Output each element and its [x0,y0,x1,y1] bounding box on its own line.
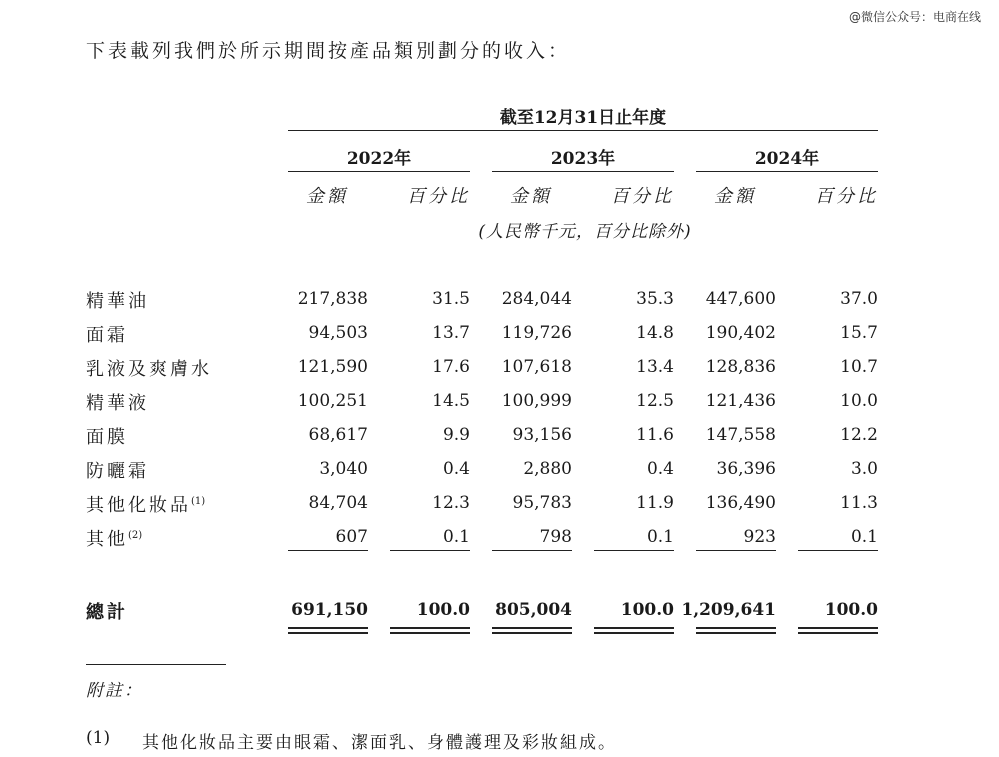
cell-amount-2023: 2,880 [523,459,572,479]
cell-percent-2024: 12.2 [840,425,878,445]
total-percent-2022: 100.0 [416,600,470,620]
cell-amount-2022: 68,617 [308,425,368,445]
cell-percent-2023: 11.9 [636,493,674,513]
total-percent-2023: 100.0 [620,600,674,620]
total-double-rule [288,627,368,634]
table-row [0,285,999,315]
footnote-marker: (2) [128,530,143,541]
cell-amount-2024: 147,558 [705,425,776,445]
cell-percent-2022: 0.4 [442,459,470,479]
subtotal-rule [390,550,470,551]
note-marker: (1) [86,728,111,748]
cell-amount-2022: 217,838 [297,289,368,309]
cell-percent-2024: 3.0 [850,459,878,479]
watermark: @微信公众号：电商在线 [848,10,981,24]
total-amount-2022: 691,150 [291,600,368,620]
cell-amount-2023: 93,156 [512,425,572,445]
total-amount-2023: 805,004 [495,600,572,620]
cell-amount-2022: 94,503 [308,323,368,343]
col-header-amount-2024: 金額 [714,186,756,207]
table-row [0,455,999,485]
table-row [0,353,999,383]
cell-amount-2024: 190,402 [705,323,776,343]
cell-amount-2024: 923 [743,527,776,547]
cell-percent-2023: 14.8 [636,323,674,343]
col-header-percent-2023: 百分比 [611,186,674,207]
cell-amount-2022: 3,040 [319,459,368,479]
total-label: 總計 [86,602,128,623]
row-label: 其他化妝品$^{(1)}$ [86,495,206,516]
total-double-rule [696,627,776,634]
cell-percent-2024: 11.3 [840,493,878,513]
cell-percent-2022: 0.1 [442,527,470,547]
subtotal-rule [798,550,878,551]
cell-percent-2024: 0.1 [850,527,878,547]
footnote-marker: (1) [191,496,206,507]
cell-amount-2024: 121,436 [705,391,776,411]
row-label: 精華液 [86,393,149,414]
row-label: 其他$^{(2)}$ [86,529,143,550]
cell-amount-2024: 136,490 [705,493,776,513]
cell-amount-2023: 284,044 [501,289,572,309]
row-label: 乳液及爽膚水 [86,359,212,380]
cell-amount-2024: 447,600 [705,289,776,309]
row-label: 面膜 [86,427,128,448]
cell-amount-2023: 798 [539,527,572,547]
row-label: 精華油 [86,291,149,312]
cell-percent-2022: 12.3 [432,493,470,513]
subtotal-rule [696,550,776,551]
period-header: 截至12月31日止年度 [499,108,667,128]
table-row [0,489,999,519]
total-percent-2024: 100.0 [824,600,878,620]
cell-amount-2022: 121,590 [297,357,368,377]
total-double-rule [594,627,674,634]
cell-percent-2022: 17.6 [432,357,470,377]
year-2022-rule [288,171,470,172]
year-2023-rule [492,171,674,172]
unit-note: (人民幣千元，百分比除外) [478,222,692,242]
col-header-percent-2024: 百分比 [815,186,878,207]
total-row [0,596,999,626]
total-double-rule [390,627,470,634]
cell-amount-2024: 128,836 [705,357,776,377]
subtotal-rule [288,550,368,551]
table-row [0,319,999,349]
year-2022-header: 2022年 [346,149,412,169]
total-double-rule [798,627,878,634]
cell-percent-2024: 10.7 [840,357,878,377]
year-2024-header: 2024年 [754,149,820,169]
cell-amount-2023: 95,783 [512,493,572,513]
period-header-rule [288,130,878,131]
cell-percent-2024: 15.7 [840,323,878,343]
cell-percent-2024: 37.0 [840,289,878,309]
notes-title: 附註： [86,681,143,701]
cell-percent-2023: 13.4 [636,357,674,377]
cell-amount-2022: 84,704 [308,493,368,513]
note-text: 其他化妝品主要由眼霜、潔面乳、身體護理及彩妝組成。 [142,733,617,753]
cell-amount-2023: 100,999 [501,391,572,411]
col-header-percent-2022: 百分比 [407,186,470,207]
table-row [0,421,999,451]
subtotal-rule [594,550,674,551]
cell-percent-2023: 35.3 [636,289,674,309]
row-label: 面霜 [86,325,128,346]
cell-percent-2022: 14.5 [432,391,470,411]
cell-percent-2022: 9.9 [442,425,470,445]
intro-text: 下表載列我們於所示期間按產品類別劃分的收入： [86,40,571,62]
total-amount-2024: 1,209,641 [681,600,776,620]
cell-percent-2024: 10.0 [840,391,878,411]
cell-amount-2023: 107,618 [501,357,572,377]
year-2024-rule [696,171,878,172]
cell-amount-2022: 100,251 [297,391,368,411]
cell-percent-2022: 31.5 [432,289,470,309]
col-header-amount-2022: 金額 [306,186,348,207]
cell-amount-2024: 36,396 [716,459,776,479]
subtotal-rule [492,550,572,551]
cell-amount-2022: 607 [335,527,368,547]
cell-percent-2022: 13.7 [432,323,470,343]
row-label: 防曬霜 [86,461,149,482]
table-row [0,523,999,553]
year-2023-header: 2023年 [550,149,616,169]
cell-percent-2023: 0.4 [646,459,674,479]
cell-percent-2023: 11.6 [636,425,674,445]
table-row [0,387,999,417]
notes-separator [86,664,226,665]
cell-percent-2023: 0.1 [646,527,674,547]
col-header-amount-2023: 金額 [510,186,552,207]
cell-amount-2023: 119,726 [501,323,572,343]
total-double-rule [492,627,572,634]
cell-percent-2023: 12.5 [636,391,674,411]
